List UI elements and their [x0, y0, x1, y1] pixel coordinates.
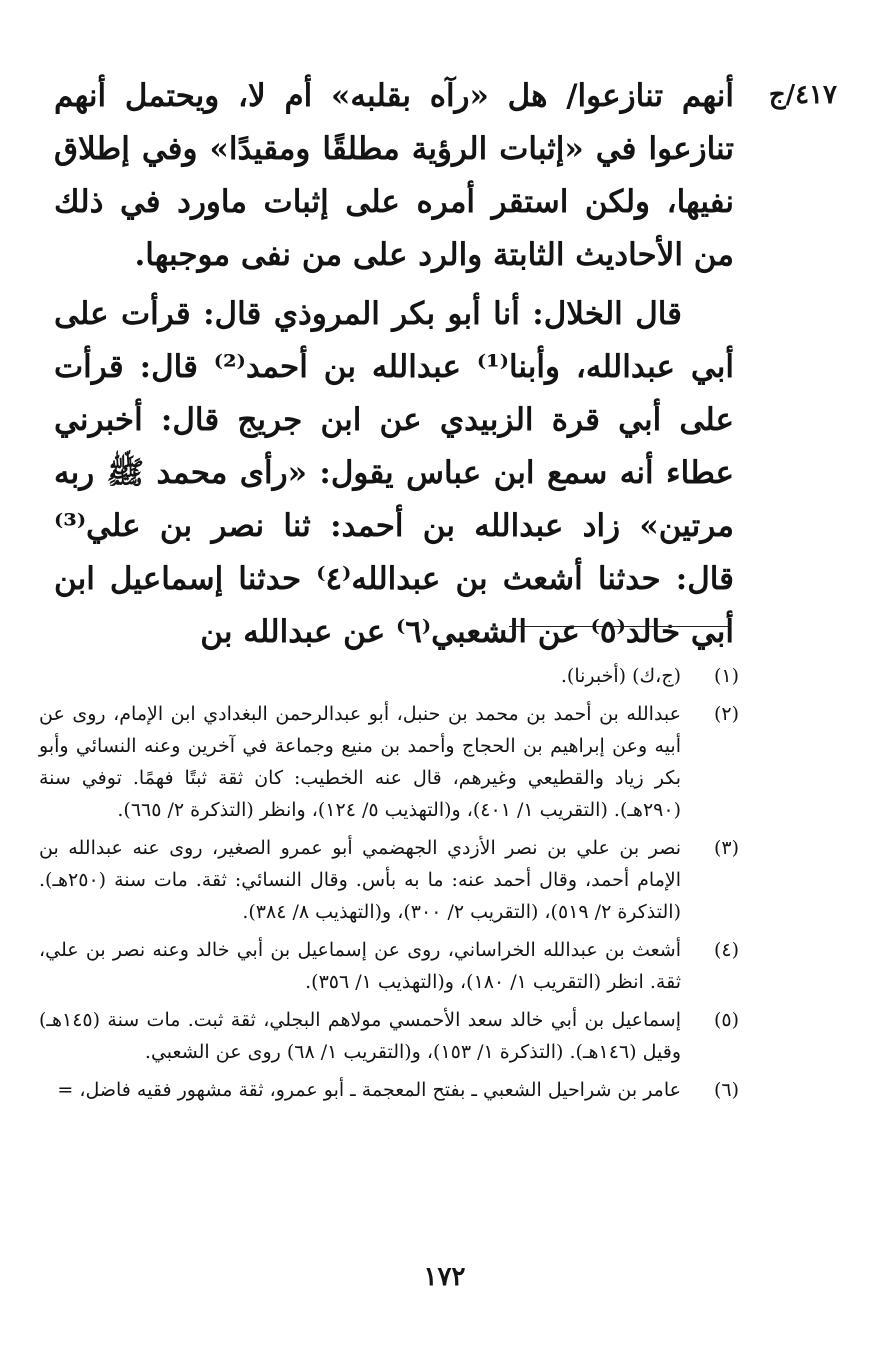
- footnote-number: (٦): [713, 1079, 739, 1101]
- footnote-2: [39, 698, 739, 826]
- page-number: ١٧٢: [423, 1262, 466, 1292]
- margin-manuscript-note: ٤١٧/ج: [768, 80, 837, 110]
- footnote-3: [39, 832, 739, 928]
- footnote-number: (٤): [713, 939, 739, 961]
- footnote-text: عبدالله بن أحمد بن محمد بن حنبل، أبو عبدالرحمن البغدادي ابن الإمام، روى عن أبيه وعن إبراهيم بن الحجاج وأحمد بن منيع وجماعة في آخرين وعنه النسائي وأبو بكر زياد والقطيعي وغيرهم، قال عنه الخطيب: كان ثقة ثبتًا فهمًا. توفي سنة (٢٩٠هـ). (التقريب ١/ ٤٠١)، و(التهذيب ٥/ ١٢٤)، وانظر (التذكرة ٢/ ٦٦٥).: [39, 703, 681, 821]
- footnote-text: (ج،ك) (أخبرنا).: [560, 665, 681, 687]
- footnote-text: أشعث بن عبدالله الخراساني، روى عن إسماعيل بن أبي خالد وعنه نصر بن علي، ثقة. انظر (التقريب ١/ ١٨٠)، و(التهذيب ١/ ٣٥٦).: [39, 939, 681, 993]
- footnote-number: (٥): [713, 1009, 739, 1031]
- footnote-1: [39, 660, 739, 692]
- main-text-body: [54, 70, 734, 659]
- footnote-number: (١): [713, 665, 739, 687]
- main-paragraph-2: قال الخلال: أنا أبو بكر المروذي قال: قرأت على أبي عبدالله، وأبنا⁽¹⁾ عبدالله بن أحمد⁽²⁾ قال: قرأت على أبي قرة الزبيدي عن ابن جريج قال: أخبرني عطاء أنه سمع ابن عباس يقول: «رأى محمد ﷺ ربه مرتين» زاد عبدالله بن أحمد: ثنا نصر بن علي⁽³⁾ قال: حدثنا أشعث بن عبدالله⁽٤⁾ حدثنا إسماعيل ابن أبي خالد⁽٥⁾ عن الشعبي⁽٦⁾ عن عبدالله بن: [54, 296, 734, 650]
- footnote-text: عامر بن شراحيل الشعبي ـ بفتح المعجمة ـ أبو عمرو، ثقة مشهور فقيه فاضل، =: [57, 1079, 681, 1101]
- footnote-number: (٣): [713, 837, 739, 859]
- footnotes-section: [39, 660, 739, 1112]
- footnote-6: [39, 1074, 739, 1106]
- footnote-divider: [509, 626, 731, 627]
- footnote-text: نصر بن علي بن نصر الأزدي الجهضمي أبو عمرو الصغير، روى عنه عبدالله بن الإمام أحمد، وقال أحمد عنه: ما به بأس. وقال النسائي: ثقة. مات سنة (٢٥٠هـ). (التذكرة ٢/ ٥١٩)، (التقريب ٢/ ٣٠٠)، و(التهذيب ٨/ ٣٨٤).: [39, 837, 681, 923]
- footnote-4: [39, 934, 739, 998]
- footnote-text: إسماعيل بن أبي خالد سعد الأحمسي مولاهم البجلي، ثقة ثبت. مات سنة (١٤٥هـ) وقيل (١٤٦هـ). (التذكرة ١/ ١٥٣)، و(التقريب ١/ ٦٨) روى عن الشعبي.: [39, 1009, 681, 1063]
- footnote-5: [39, 1004, 739, 1068]
- footnote-number: (٢): [713, 703, 739, 725]
- main-paragraph-1: أنهم تنازعوا/ هل «رآه بقلبه» أم لا، ويحتمل أنهم تنازعوا في «إثبات الرؤية مطلقًا ومقيدًا» وفي إطلاق نفيها، ولكن استقر أمره على إثبات ماورد في ذلك من الأحاديث الثابتة والرد على من نفى موجبها.: [54, 78, 734, 273]
